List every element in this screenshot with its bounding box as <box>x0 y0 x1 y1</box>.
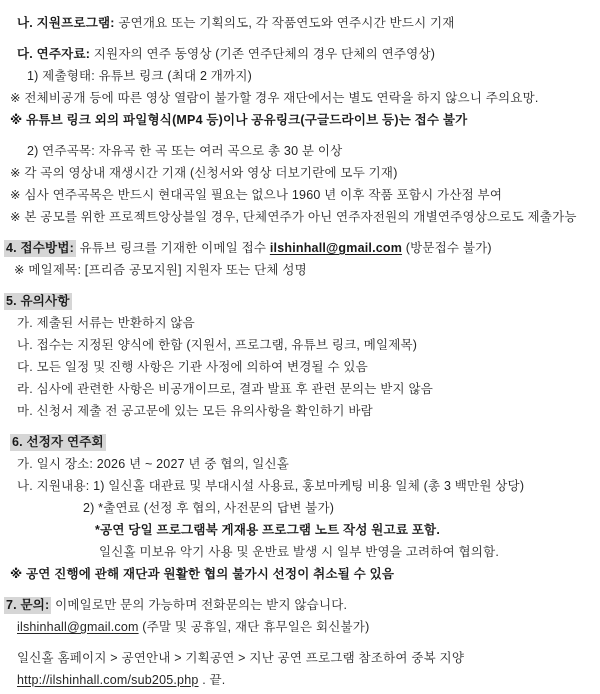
text-segment: 지원자의 연주 동영상 (기존 연주단체의 경우 단체의 연주영상) <box>90 47 436 61</box>
text-segment: 유튜브 링크를 기재한 이메일 접수 <box>75 241 270 255</box>
line-inquiry-email <box>0 616 600 638</box>
line-notice-b <box>0 334 600 356</box>
text-segment: 다. 연주자료: <box>17 47 91 61</box>
line-concert-support-1 <box>0 475 600 497</box>
text-segment: ※ 공연 진행에 관해 재단과 원활한 협의 불가시 선정이 취소될 수 있음 <box>10 567 395 581</box>
line-concert-support-note-2 <box>0 541 600 563</box>
text-segment: 일신홀 홈페이지 > 공연안내 > 기획공연 > 지난 공연 프로그램 참조하여 중복 지양 <box>17 651 465 665</box>
line-section-6-concert <box>0 431 600 453</box>
text-segment: 다. 모든 일정 및 진행 사항은 기관 사정에 의하여 변경될 수 있음 <box>17 360 368 374</box>
announcement-document-body <box>0 12 600 691</box>
text-segment: 2) *출연료 (선정 후 협의, 사전문의 답변 불가) <box>83 501 335 515</box>
line-concert-support-2 <box>0 497 600 519</box>
line-support-program <box>0 12 600 34</box>
text-segment: 6. 선정자 연주회 <box>12 435 104 449</box>
line-note-file-format <box>0 109 600 131</box>
text-segment: 일신홀 미보유 악기 사용 및 운반료 발생 시 일부 반영을 고려하여 협의함. <box>99 545 500 559</box>
line-notice-d <box>0 378 600 400</box>
text-segment: ※ 심사 연주곡목은 반드시 현대곡일 필요는 없으나 1960 년 이후 작품 포함시 가산점 부여 <box>10 188 503 202</box>
line-note-mail-subject <box>0 259 600 281</box>
text-segment: (주말 및 공휴일, 재단 휴무일은 회신불가) <box>138 620 370 634</box>
text-segment: ※ 본 공모를 위한 프로젝트앙상블일 경우, 단체연주가 아닌 연주자전원의 개별연주영상으로도 제출가능 <box>10 210 577 224</box>
text-segment: 나. 접수는 지정된 양식에 한함 (지원서, 프로그램, 유튜브 링크, 메일제목) <box>17 338 418 352</box>
line-concert-date <box>0 453 600 475</box>
text-segment: 7. 문의: <box>6 598 50 612</box>
line-section-4-application <box>0 237 600 259</box>
text-segment: 1) 제출형태: 유튜브 링크 (최대 2 개까지) <box>27 69 252 83</box>
line-note-modern-piece <box>0 184 600 206</box>
line-section-7-inquiry <box>0 594 600 616</box>
text-segment: 공연개요 또는 기획의도, 각 작품연도와 연주시간 반드시 기재 <box>114 16 455 30</box>
text-segment: (방문접수 불가) <box>402 241 492 255</box>
text-segment: 가. 제출된 서류는 반환하지 않음 <box>17 316 195 330</box>
text-segment: 가. 일시 장소: 2026 년 ~ 2027 년 중 협의, 일신홀 <box>17 457 290 471</box>
application-email-link[interactable]: ilshinhall@gmail.com <box>269 241 403 255</box>
line-homepage-url <box>0 669 600 691</box>
line-note-project-ensemble <box>0 206 600 228</box>
text-segment: ※ 유튜브 링크 외의 파일형식(MP4 등)이나 공유링크(구글드라이브 등)는 접수 불가 <box>10 113 468 127</box>
line-note-private-video <box>0 87 600 109</box>
line-notice-a <box>0 312 600 334</box>
line-submission-format <box>0 65 600 87</box>
text-segment: 4. 접수방법: <box>6 241 74 255</box>
text-segment: ※ 각 곡의 영상내 재생시간 기재 (신청서와 영상 더보기란에 모두 기재) <box>10 166 398 180</box>
line-section-5-notice <box>0 290 600 312</box>
text-segment: 5. 유의사항 <box>6 294 70 308</box>
text-segment: ※ 전체비공개 등에 따른 영상 열람이 불가할 경우 재단에서는 별도 연락을 하지 않으니 주의요망. <box>10 91 539 105</box>
line-notice-c <box>0 356 600 378</box>
line-note-playtime <box>0 162 600 184</box>
text-segment: 2) 연주곡목: 자유곡 한 곡 또는 여러 곡으로 총 30 분 이상 <box>27 144 343 158</box>
text-segment: 이메일로만 문의 가능하며 전화문의는 받지 않습니다. <box>51 598 348 612</box>
line-repertoire <box>0 140 600 162</box>
line-concert-support-note-1 <box>0 519 600 541</box>
line-performance-materials <box>0 43 600 65</box>
text-segment: 마. 신청서 제출 전 공고문에 있는 모든 유의사항을 확인하기 바람 <box>17 404 373 418</box>
text-segment: 라. 심사에 관련한 사항은 비공개이므로, 결과 발표 후 관련 문의는 받지 않음 <box>17 382 433 396</box>
text-segment: ※ 메일제목: [프리즘 공모지원] 지원자 또는 단체 성명 <box>14 263 307 277</box>
text-segment: 나. 지원내용: 1) 일신홀 대관료 및 부대시설 사용료, 홍보마케팅 비용 일체 (총 3 백만원 상당) <box>17 479 525 493</box>
text-segment: . 끝. <box>198 673 226 687</box>
line-homepage-path <box>0 647 600 669</box>
text-segment: *공연 당일 프로그램북 게재용 프로그램 노트 작성 원고료 포함. <box>95 523 440 537</box>
line-note-cancellation <box>0 563 600 585</box>
line-notice-e <box>0 400 600 422</box>
text-segment: 나. 지원프로그램: <box>17 16 115 30</box>
homepage-url-link[interactable]: http://ilshinhall.com/sub205.php <box>17 673 199 687</box>
inquiry-email-link[interactable]: ilshinhall@gmail.com <box>17 620 139 634</box>
